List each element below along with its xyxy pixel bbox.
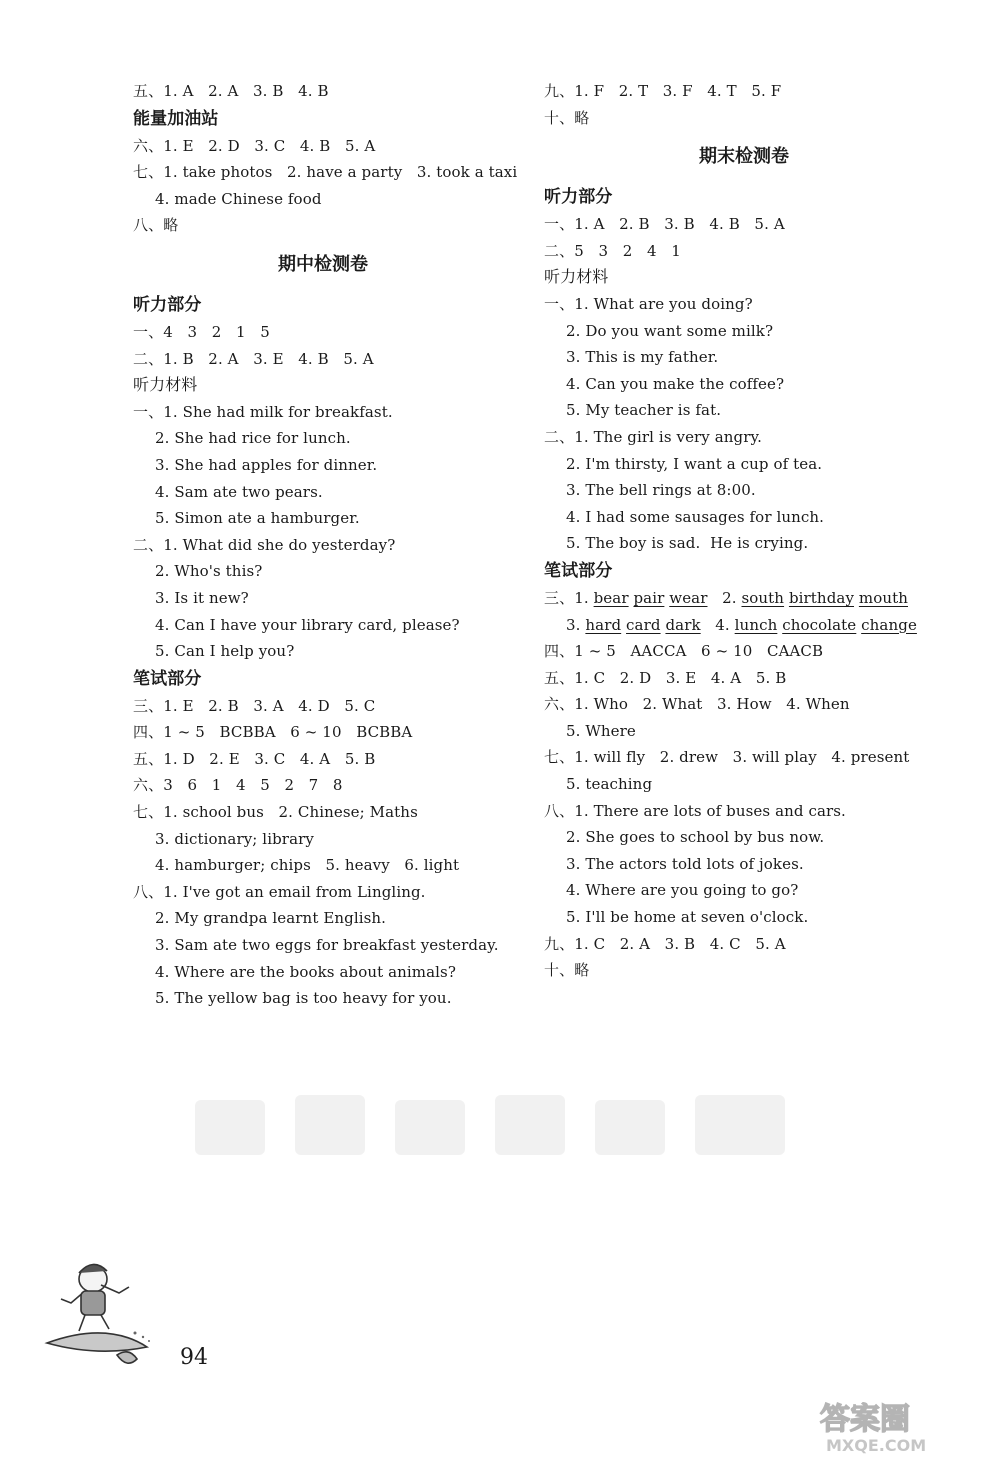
answer-line: 七、1. school bus 2. Chinese; Maths [133,803,418,822]
line-prefix: 3. [566,615,586,634]
answer-line: 3. Sam ate two eggs for breakfast yesterday. [155,936,499,955]
answer-line: 5. Can I help you? [155,642,295,661]
answer-line: 六、3 6 1 4 5 2 7 8 [133,776,343,795]
section-heading: 听力部分 [544,187,613,208]
answer-line: 一、4 3 2 1 5 [133,322,270,341]
answer-line: 3. She had apples for dinner. [155,455,378,474]
answer-line: 4. I had some sausages for lunch. [566,507,824,526]
exam-title-midterm: 期中检测卷 [278,253,368,275]
answer-line: 三、1. E 2. B 3. A 4. D 5. C [133,696,376,715]
answer-line: 九、1. C 2. A 3. B 4. C 5. A [544,934,786,953]
underlined-word: chocolate [782,615,857,634]
section-heading: 能量加油站 [133,108,219,129]
line-separator: 2. [707,588,742,607]
answer-line: 4. Can you make the coffee? [566,374,785,393]
answer-line: 2. Do you want some milk? [566,321,774,340]
line-prefix: 三、1. [544,588,594,607]
underlined-word: change [861,615,917,634]
answer-line: 一、1. She had milk for breakfast. [133,402,393,421]
answer-line: 5. teaching [566,775,653,794]
section-heading: 笔试部分 [133,668,202,689]
answer-line: 5. Where [566,721,636,740]
answer-line-underlined [544,612,944,639]
underlined-word: lunch [734,615,778,634]
underlined-word: mouth [858,588,908,607]
answer-line: 3. dictionary; library [155,829,314,848]
underlined-word: card [626,615,661,634]
answer-line: 二、1. What did she do yesterday? [133,535,396,554]
underlined-word: birthday [788,588,855,607]
svg-text:答案圈: 答案圈 [820,1402,910,1437]
left-column [133,78,518,1012]
answer-line: 2. I'm thirsty, I want a cup of tea. [566,454,823,473]
answer-line: 十、略 [544,108,590,127]
answer-line: 5. The yellow bag is too heavy for you. [155,989,452,1008]
answer-line: 3. The actors told lots of jokes. [566,854,804,873]
answer-line: 七、1. will fly 2. drew 3. will play 4. present [544,748,910,767]
answer-line: 八、1. I've got an email from Lingling. [133,882,426,901]
answer-line: 一、1. What are you doing? [544,294,753,313]
faint-background-art [185,1080,805,1170]
answer-line: 五、1. D 2. E 3. C 4. A 5. B [133,749,376,768]
answer-line: 八、1. There are lots of buses and cars. [544,801,846,820]
line-separator: 4. [700,615,735,634]
answer-line: 五、1. C 2. D 3. E 4. A 5. B [544,668,787,687]
right-column [544,78,944,984]
answer-line: 4. hamburger; chips 5. heavy 6. light [155,856,460,875]
answer-line: 3. Is it new? [155,588,249,607]
answer-line: 5. The boy is sad. He is crying. [566,534,809,553]
answer-line: 六、1. E 2. D 3. C 4. B 5. A [133,136,376,155]
answer-line: 二、5 3 2 4 1 [544,241,681,260]
answer-line: 4. Where are you going to go? [566,881,799,900]
answer-line: 十、略 [544,961,590,980]
answer-line: 八、略 [133,216,179,235]
section-heading: 笔试部分 [544,560,613,581]
answer-line: 4. Can I have your library card, please? [155,615,460,634]
answer-line: 3. This is my father. [566,348,719,367]
answer-line: 2. My grandpa learnt English. [155,909,387,928]
answer-line: 3. The bell rings at 8:00. [566,481,756,500]
answer-line: 2. Who's this? [155,562,263,581]
answer-line: 二、1. The girl is very angry. [544,427,762,446]
underlined-word: wear [669,588,708,607]
answer-line: 5. Simon ate a hamburger. [155,509,360,528]
answer-line: 5. My teacher is fat. [566,401,722,420]
answer-line: 四、1 ~ 5 BCBBA 6 ~ 10 BCBBA [133,723,413,742]
answer-line: 七、1. take photos 2. have a party 3. took a taxi [133,163,518,182]
answer-line: 二、1. B 2. A 3. E 4. B 5. A [133,349,374,368]
answer-line: 一、1. A 2. B 3. B 4. B 5. A [544,215,785,234]
answer-line: 六、1. Who 2. What 3. How 4. When [544,695,850,714]
answer-line: 4. Where are the books about animals? [155,962,456,981]
underlined-word: bear [593,588,629,607]
watermark-logo-icon [812,1397,992,1457]
underlined-word: hard [585,615,622,634]
surfing-boy-icon [35,1255,165,1375]
answer-line-underlined [544,585,944,612]
answer-line: 四、1 ~ 5 AACCA 6 ~ 10 CAACB [544,642,824,661]
answer-line: 五、1. A 2. A 3. B 4. B [133,82,329,100]
underlined-word: south [741,588,785,607]
exam-title-final: 期末检测卷 [699,146,789,168]
answer-line: 2. She had rice for lunch. [155,429,351,448]
answer-line: 4. made Chinese food [155,189,322,208]
answer-line: 4. Sam ate two pears. [155,482,323,501]
answer-line: 5. I'll be home at seven o'clock. [566,908,809,927]
subsection-label: 听力材料 [544,267,609,287]
page-number: 94 [180,1345,208,1370]
subsection-label: 听力材料 [133,375,198,395]
underlined-word: pair [633,588,665,607]
svg-text:MXQE.COM: MXQE.COM [826,1436,927,1455]
section-heading: 听力部分 [133,294,202,315]
underlined-word: dark [665,615,701,634]
answer-line: 九、1. F 2. T 3. F 4. T 5. F [544,82,782,100]
answer-line: 2. She goes to school by bus now. [566,828,825,847]
